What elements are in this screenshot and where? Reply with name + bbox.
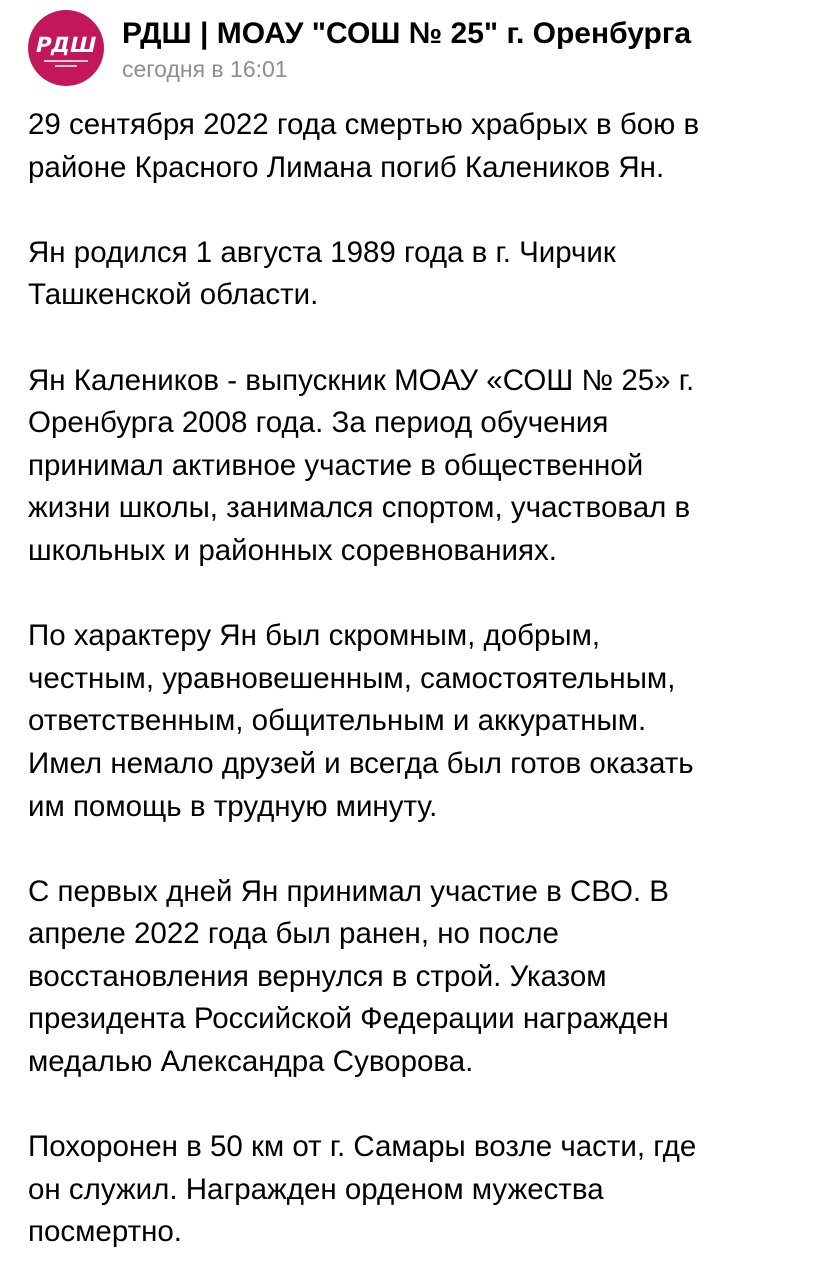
logo-subline-decoration <box>44 60 88 62</box>
post-paragraph: По характеру Ян был скромным, добрым, честным, уравновешенным, самостоятельным, ответственным, общительным и аккуратным. Имел немало друзей и всегда был готов оказать им помощь в трудную минуту. <box>28 619 694 823</box>
post-header <box>28 10 691 86</box>
post-paragraph: Ян Калеников - выпускник МОАУ «СОШ № 25» г. Оренбурга 2008 года. За период обучения принимал активное участие в общественной жизни школы, занимался спортом, участвовал в школьных и районных соревнованиях. <box>28 363 695 567</box>
avatar[interactable] <box>28 10 104 86</box>
post-paragraph: Похоронен в 50 км от г. Самары возле части, где он служил. Награжден орденом мужества посмертно. <box>28 1130 697 1249</box>
post-paragraph: С первых дней Ян принимал участие в СВО. В апреле 2022 года был ранен, но после восстановления вернулся в строй. Указом президента Российской Федерации награжден медалью Александра Суворова. <box>28 874 669 1079</box>
post-paragraph: Ян родился 1 августа 1989 года в г. Чирчик Ташкенской области. <box>28 235 616 312</box>
author-name[interactable]: РДШ | МОАУ "СОШ № 25" г. Оренбурга <box>122 17 692 50</box>
post-paragraph: 29 сентября 2022 года смертью храбрых в бою в районе Красного Лимана погиб Калеников Ян. <box>28 108 700 184</box>
header-text <box>122 10 691 82</box>
logo-subline-decoration <box>55 65 77 67</box>
post-time[interactable]: сегодня в 16:01 <box>122 56 288 82</box>
post-body <box>28 104 828 1254</box>
rdsh-logo-icon: РДШ <box>33 32 99 57</box>
